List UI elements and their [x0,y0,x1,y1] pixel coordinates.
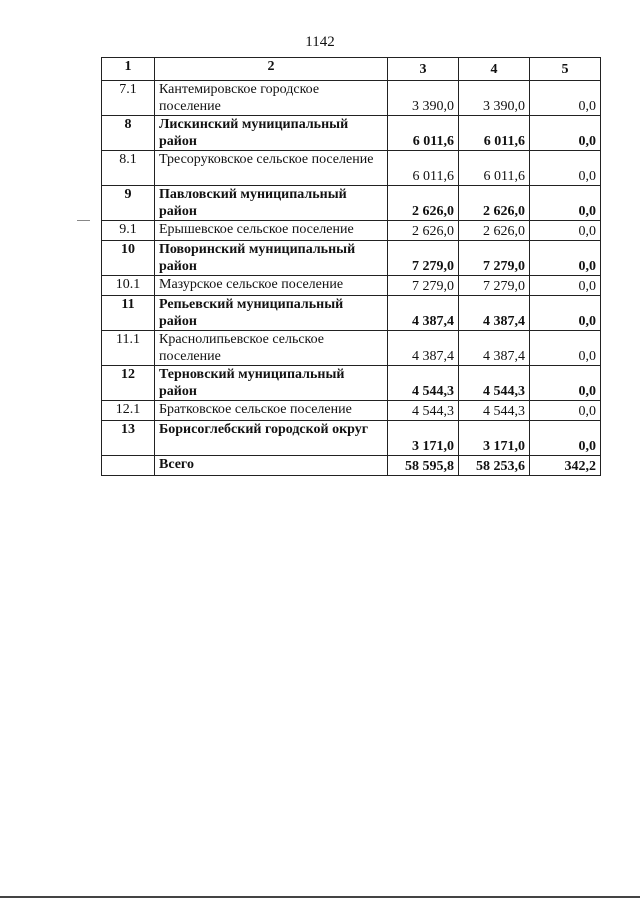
row-number-cell [102,456,155,476]
row-col5-cell: 0,0 [530,186,601,221]
row-name-cell: Кантемировское городское поселение [155,81,388,116]
row-name-cell: Всего [155,456,388,476]
table-row [102,456,601,476]
row-col4-cell: 2 626,0 [459,221,530,241]
row-number-cell: 9.1 [102,221,155,241]
row-col5-cell: 0,0 [530,116,601,151]
row-name-cell: Терновский муниципальный район [155,366,388,401]
row-number-cell: 8 [102,116,155,151]
header-col-4: 4 [459,58,530,81]
row-col4-cell: 4 387,4 [459,296,530,331]
table-row [102,366,601,401]
row-col4-cell: 7 279,0 [459,241,530,276]
row-col3-cell: 2 626,0 [388,186,459,221]
table-row [102,241,601,276]
row-col4-cell: 2 626,0 [459,186,530,221]
row-col5-cell: 0,0 [530,331,601,366]
row-col4-cell: 7 279,0 [459,276,530,296]
row-col4-cell: 6 011,6 [459,151,530,186]
row-col3-cell: 3 171,0 [388,421,459,456]
row-col3-cell: 2 626,0 [388,221,459,241]
page-number: 1142 [305,34,335,50]
row-col4-cell: 3 171,0 [459,421,530,456]
row-col3-cell: 6 011,6 [388,151,459,186]
table-body [102,81,601,476]
budget-table [101,57,601,476]
row-name-cell: Ерышевское сельское поселение [155,221,388,241]
row-col5-cell: 0,0 [530,276,601,296]
row-number-cell: 9 [102,186,155,221]
row-col3-cell: 7 279,0 [388,241,459,276]
header-col-2: 2 [155,58,388,81]
row-col5-cell: 0,0 [530,401,601,421]
scan-mark [77,220,90,221]
table-row [102,421,601,456]
row-name-cell: Братковское сельское поселение [155,401,388,421]
table-row [102,276,601,296]
table-row [102,186,601,221]
row-col4-cell: 4 544,3 [459,401,530,421]
row-name-cell: Краснолипьевское сельское поселение [155,331,388,366]
row-col5-cell: 342,2 [530,456,601,476]
header-row [102,58,601,81]
row-name-cell: Борисоглебский городской округ [155,421,388,456]
row-col5-cell: 0,0 [530,151,601,186]
row-col3-cell: 4 544,3 [388,366,459,401]
table-row [102,81,601,116]
header-col-3: 3 [388,58,459,81]
row-col4-cell: 4 387,4 [459,331,530,366]
row-col3-cell: 7 279,0 [388,276,459,296]
table-row [102,401,601,421]
bottom-rule [0,896,640,898]
row-number-cell: 13 [102,421,155,456]
row-col3-cell: 58 595,8 [388,456,459,476]
row-number-cell: 10.1 [102,276,155,296]
row-number-cell: 7.1 [102,81,155,116]
row-col5-cell: 0,0 [530,221,601,241]
table-header [102,58,601,81]
row-col5-cell: 0,0 [530,366,601,401]
row-name-cell: Лискинский муниципальный район [155,116,388,151]
row-col3-cell: 4 387,4 [388,296,459,331]
row-col4-cell: 6 011,6 [459,116,530,151]
table-row [102,296,601,331]
row-col4-cell: 58 253,6 [459,456,530,476]
row-number-cell: 12 [102,366,155,401]
row-number-cell: 10 [102,241,155,276]
row-name-cell: Репьевский муниципальный район [155,296,388,331]
row-col5-cell: 0,0 [530,241,601,276]
row-col4-cell: 3 390,0 [459,81,530,116]
row-number-cell: 11.1 [102,331,155,366]
row-col4-cell: 4 544,3 [459,366,530,401]
table-row [102,331,601,366]
row-name-cell: Павловский муниципальный район [155,186,388,221]
row-col3-cell: 4 544,3 [388,401,459,421]
header-col-5: 5 [530,58,601,81]
row-col3-cell: 3 390,0 [388,81,459,116]
row-number-cell: 8.1 [102,151,155,186]
table-row [102,221,601,241]
row-col3-cell: 6 011,6 [388,116,459,151]
row-col3-cell: 4 387,4 [388,331,459,366]
row-name-cell: Тресоруковское сельское поселение [155,151,388,186]
row-number-cell: 11 [102,296,155,331]
row-col5-cell: 0,0 [530,421,601,456]
row-col5-cell: 0,0 [530,81,601,116]
row-number-cell: 12.1 [102,401,155,421]
header-col-1: 1 [102,58,155,81]
row-name-cell: Мазурское сельское поселение [155,276,388,296]
table-row [102,151,601,186]
table-row [102,116,601,151]
row-col5-cell: 0,0 [530,296,601,331]
row-name-cell: Поворинский муниципальный район [155,241,388,276]
